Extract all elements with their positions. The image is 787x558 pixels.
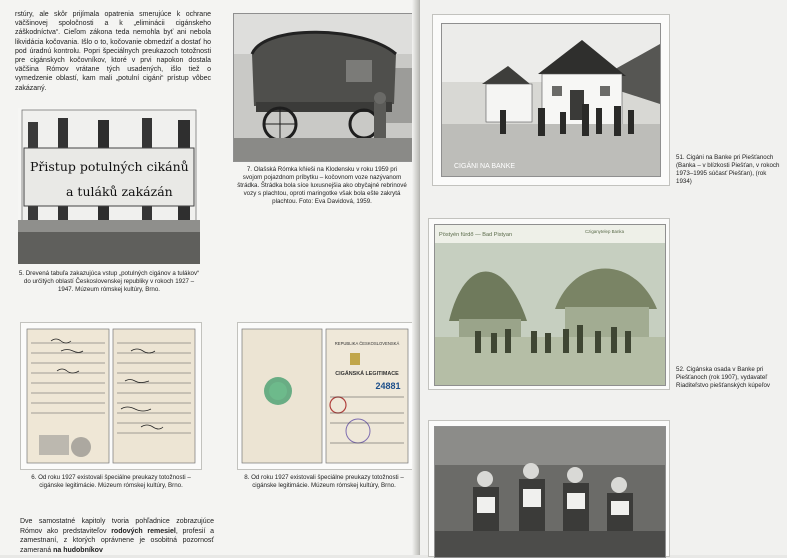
- photo-women-group: [434, 426, 666, 558]
- right-page: [420, 0, 787, 555]
- photo-legitimation-cover: [237, 322, 413, 470]
- photo-cigani-na-banke: [441, 23, 661, 177]
- photo-cigansky-osada: [434, 224, 666, 386]
- sign-line-2: a tuláků zakázán: [66, 184, 173, 199]
- closing-text-bold-2: na hudobníkov: [53, 546, 103, 554]
- caption-51: 51. Cigáni na Banke pri Piešťanoch (Banka – v blízkosti Piešťan, v rokoch 1973–1995 súčasť Piešťan), (rok 1934): [676, 154, 780, 185]
- closing-text-bold-1: rodových remesiel: [111, 527, 176, 535]
- photo-bottom-frame: [428, 420, 670, 557]
- caption-7: 7. Olašská Rómka kňíeši na Klodensku v roku 1959 pri svojom pojazdnom príbytku – kočovnom voze nazývanom štrádka. Štrádka bola síce luxusnejšia ako obyčajné rebrinové vozy s plachtou, oproti maringotke však bola ešte zakrytá plachtou. Foto: Eva Davidová, 1959.: [237, 166, 407, 205]
- closing-text-1: Dve samostatné kapitoly tvoria pohľadnice zobrazujúce Rómov ako predstaviteľov: [20, 518, 214, 535]
- legit-header: REPUBLIKA ČESKOSLOVENSKÁ: [334, 341, 400, 346]
- photo-legitimation-inner: [20, 322, 202, 470]
- caption-5: 5. Drevená tabuľa zakazujúca vstup „potulných cigánov a tulákov“ do určitých oblastí Československej republiky v rokoch 1927 – 1947. Múzeum rómskej kultúry, Brno.: [18, 270, 200, 293]
- caption-8: 8. Od roku 1927 existovali špeciálne preukazy totožnosti – cigánske legitimácie. Múzeum rómskej kultúry, Brno.: [244, 474, 404, 489]
- photo-wooden-sign: [18, 108, 200, 264]
- sign-line-1: Přistup potulných cikánů: [30, 159, 189, 174]
- caption-52: 52. Cigánska osada v Banke pri Piešťanoch (rok 1907), vydavateľ Riaditeľstvo piešťanských kúpeľov: [676, 366, 770, 389]
- postcard-header-right: Cziganytelep Banka: [585, 229, 625, 234]
- closing-text-2: , profesií a zamestnaní, z ktorých oprávnene je osobitná pozornosť zameraná: [20, 527, 214, 554]
- photo-51-frame: [432, 14, 670, 186]
- photo-52-frame: [428, 218, 670, 390]
- legit-title: CIGÁNSKÁ LEGITIMACE: [335, 371, 399, 377]
- photo-wagon: [233, 13, 413, 162]
- intro-paragraph: rstúry, ale skôr prijímala opatrenia smerujúce k ochrane väčšinovej spoločnosti a k „eliminácii cigánskeho záškodníctva“. Cieľom zákona teda nemohla byť ani nebola likvidácia kočovania. Išlo o to, kočovanie obmedziť a dostať ho pod úradnú kontrolu. Popri špeciálnych preukazoch totožnosti pre cigánskych kočovníkov, ktoré v prvi napokon dostala väčšina Rómov vrátane tých usadených, išlo tiež o vymedzenie oblastí, kam mali „potulní cigáni“ prístup vôbec zakázaný.: [15, 11, 211, 92]
- photo-51-inscription: CIGÁNI NA BANKE: [454, 163, 516, 170]
- closing-paragraph: [20, 517, 214, 555]
- postcard-header-left: Pöstyén fürdő — Bad Pistyan: [439, 232, 513, 238]
- legit-number: 24881: [375, 381, 401, 391]
- caption-6: 6. Od roku 1927 existovali špeciálne preukazy totožnosti – cigánske legitimácie. Múzeum rómskej kultúry, Brno.: [31, 474, 191, 489]
